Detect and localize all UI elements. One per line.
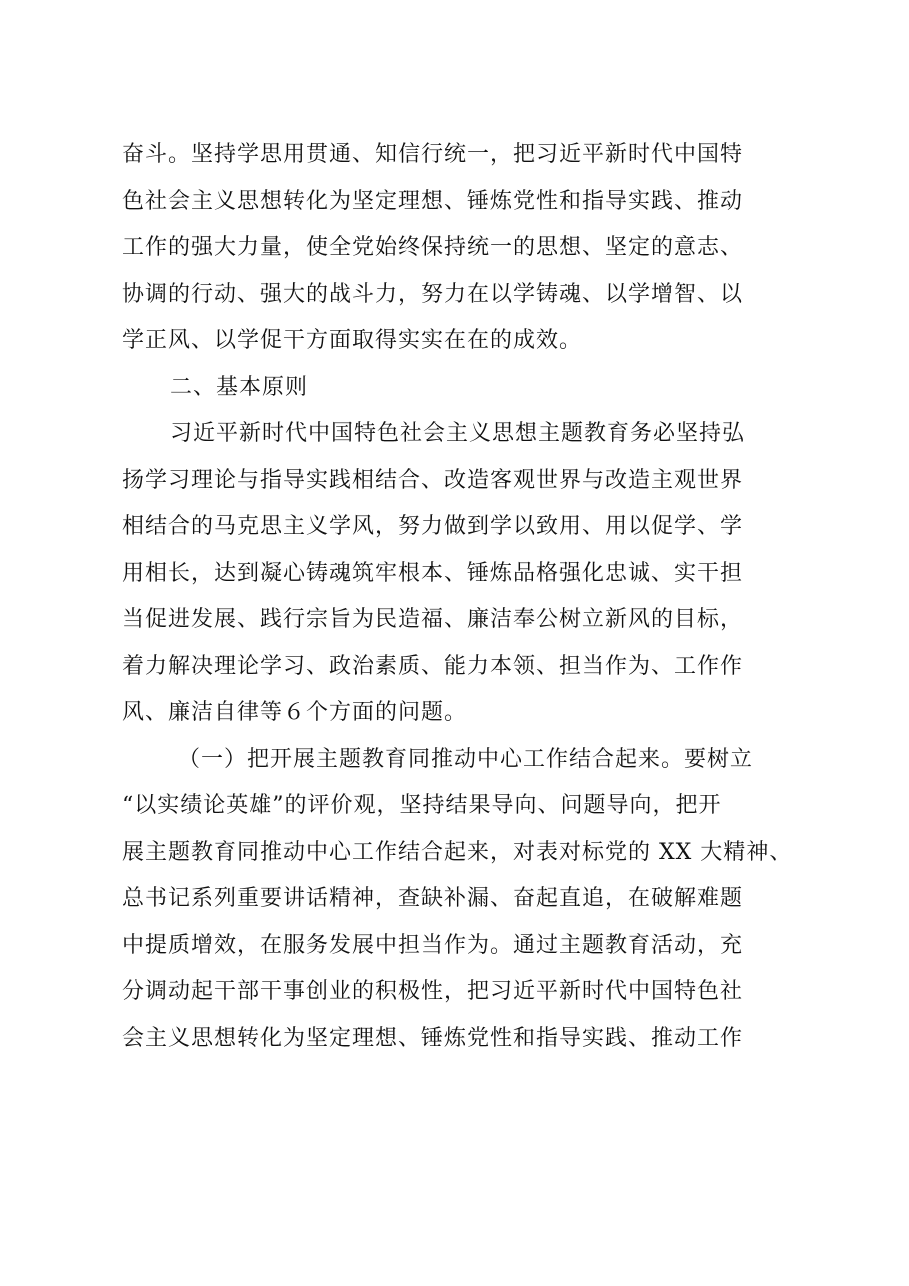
text-line: 着力解决理论学习、政治素质、能力本领、担当作为、工作作	[122, 653, 744, 679]
text-line: 协调的行动、强大的战斗力，努力在以学铸魂、以学增智、以	[122, 281, 744, 307]
text-line: 色社会主义思想转化为坚定理想、锤炼党性和指导实践、推动	[122, 188, 744, 214]
text-line: 风、廉洁自律等６个方面的问题。	[122, 700, 468, 725]
paragraph-1	[122, 132, 822, 365]
text-line: 习近平新时代中国特色社会主义思想主题教育务必坚持弘	[170, 421, 746, 446]
text-line: 当促进发展、践行宗旨为民造福、廉洁奉公树立新风的目标，	[122, 607, 744, 632]
text-line: 扬学习理论与指导实践相结合、改造客观世界与改造主观世界	[122, 467, 744, 493]
text-line: 会主义思想转化为坚定理想、锤炼党性和指导实践、推动工作	[122, 1025, 744, 1051]
text-line: 中提质增效，在服务发展中担当作为。通过主题教育活动，充	[122, 932, 744, 958]
text-line: 分调动起干部干事创业的积极性，把习近平新时代中国特色社	[122, 979, 744, 1004]
text-line: 总书记系列重要讲话精神，查缺补漏、奋起直追，在破解难题	[122, 886, 744, 911]
text-line: （一）把开展主题教育同推动中心工作结合起来。要树立	[178, 746, 754, 772]
paragraph-2	[122, 411, 822, 737]
text-line: 工作的强大力量，使全党始终保持统一的思想、坚定的意志、	[122, 235, 744, 260]
text-line: 学正风、以学促干方面取得实实在在的成效。	[122, 328, 583, 353]
text-line: 奋斗。坚持学思用贯通、知信行统一，把习近平新时代中国特	[122, 142, 744, 167]
text-line: 用相长，达到凝心铸魂筑牢根本、锤炼品格强化忠诚、实干担	[122, 560, 744, 586]
section-heading: 二、基本原则	[170, 374, 309, 400]
document-body	[122, 132, 822, 1062]
text-line: 相结合的马克思主义学风，努力做到学以致用、用以促学、学	[122, 514, 744, 539]
paragraph-3	[122, 737, 822, 1063]
text-line: “以实绩论英雄”的评价观，坚持结果导向、问题导向，把开	[122, 793, 722, 818]
text-line: 展主题教育同推动中心工作结合起来，对表对标党的 XX 大精神、	[122, 839, 793, 865]
